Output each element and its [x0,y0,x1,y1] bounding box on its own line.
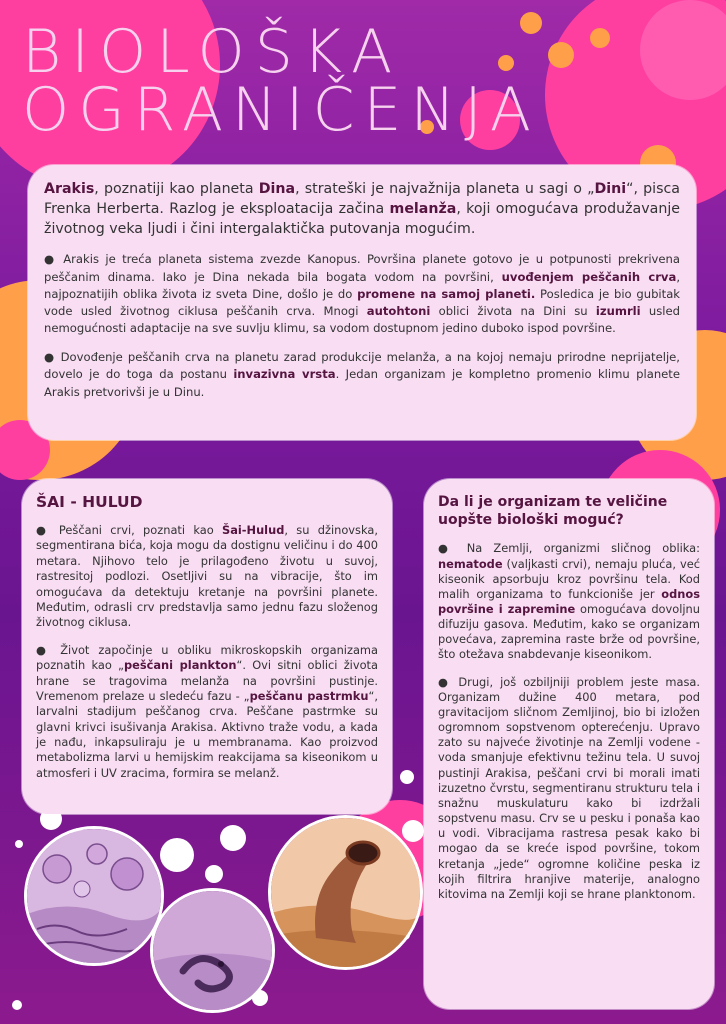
body-text: ● Na Zemlji, organizmi sličnog oblika: [438,541,700,556]
body-text: ● Peščani crvi, poznati kao [36,523,223,537]
biology-paragraph-2 [438,675,700,902]
bg-circle [548,42,574,68]
emphasis-text: nematode [438,556,503,571]
emphasis-text: Dini [594,181,627,197]
white-bubble [400,770,414,784]
white-bubble [205,865,223,883]
biology-heading: Da li je organizam te veličine uopšte biološki moguć? [438,494,668,529]
page-title-line2: OGRANIČENJA [22,75,540,145]
body-text: ● Život započinje u obliku mikroskopskih organizama poznatih kao „ [36,642,378,673]
body-text: “, larvalni stadijum peščanog crva. Peščane pastrmke su glavni krivci isušivanja Arakisa. Aktivno traže vodu, a kada je nađu, inkapsuliraju je u membranama. Kao proizvod metabolizma larvi u hemijskim reakcijama sa kiseonikom u atmosferi i UV zracima, formira se melanž. [36,688,378,780]
bg-circle [498,55,514,71]
page-title-line1: BIOLOŠKA [22,17,403,87]
intro-paragraph-1 [44,251,680,337]
body-text: “, pisca Frenka Herberta. Razlog je eksploatacija začina [44,181,680,218]
emphasis-text: melanža [389,201,457,218]
intro-lead [44,179,680,239]
body-text: omogućava dovoljnu difuziju gasova. Međutim, kako se organizam povećava, zapremina raste brže od površine, što otežava snabdevanje kiseonikom. [438,602,700,662]
body-text: , su džinovska, segmentirana bića, koja mogu da dostignu veličinu i do 400 metara. Njihovo telo je prilagođeno životu u suvoj, rastresitoj podlozi. Osetljivi su na vibracije, što im omogućava da detektuju kretanje na površini planete. Međutim, odrasli crv predstavlja samo jednu fazu složenog životnog ciklusa. [36,523,378,630]
sandworm-illustration [268,815,423,970]
body-text: ● Arakis je treća planeta sistema zvezde Kanopus. Površina planete gotovo je u potpunosti prekrivena peščanim dinama. Iako je Dina nekada bila bogata vodom na površini, [44,252,680,284]
sandtrout-illustration-drawing [153,891,272,1010]
body-text: , koji omogućava produžavanje životnog veka ljudi i čini intergalaktička putovanja mogućim. [44,201,680,238]
white-bubble [402,820,424,842]
shai-hulud-heading: ŠAI - HULUD [36,493,143,511]
white-bubble [220,825,246,851]
bg-circle [520,12,542,34]
body-text: , strateški je najvažnija planeta u sagi o „ [295,181,595,197]
emphasis-text: Dina [258,181,296,197]
emphasis-text: autohtoni [366,303,431,318]
white-bubble [12,1000,22,1010]
body-text: , poznatiji kao planeta [94,181,259,197]
emphasis-text: Arakis [44,181,95,197]
shai-hulud-panel [22,479,392,814]
emphasis-text: invazivna vrsta [233,367,336,382]
biology-paragraph-1 [438,541,700,662]
intro-paragraph-2 [44,349,680,400]
emphasis-text: izumrli [595,303,641,318]
emphasis-text: promene na samoj planeti. [357,286,536,301]
sandworm-illustration-drawing [271,818,420,967]
emphasis-text: peščanu pastrmku [249,688,369,703]
bg-circle [590,28,610,48]
body-text: (valjkasti crvi), nemaju pluća, već kiseonik apsorbuju kroz površinu tela. Kod malih organizama to funkcioniše jer [438,556,700,601]
body-text: Posledica je bio gubitak vode usled životnog ciklusa peščanih crva. Mnogi [44,286,681,318]
emphasis-text: uvođenjem peščanih crva [501,269,677,284]
body-text: usled nemogućnosti adaptacije na sve suvlju klimu, sa vodom dostupnom jedino duboko ispod površine. [44,303,680,336]
emphasis-text: odnos površine i zapremine [438,586,700,616]
shai-hulud-paragraph-1 [36,523,378,631]
plankton-illustration-drawing [27,829,161,963]
shai-hulud-paragraph-2 [36,643,378,782]
white-bubble [160,838,194,872]
white-bubble [15,840,23,848]
body-text: ● Dovođenje peščanih crva na planetu zarad produkcije melanža, a na kojoj nemaju prirodne neprijatelje, dovelo je do toga da postanu [44,350,680,382]
intro-panel [28,165,696,440]
body-text: . Jedan organizam je kompletno promenio klimu planete Arakis pretvorivši je u Dinu. [44,367,680,399]
sandtrout-illustration [150,888,275,1013]
body-text: oblici života na Dini su [430,303,596,318]
body-text: “. Ovi sitni oblici života hrane se tragovima melanža na površini pustinje. Vremenom prelaze u sledeću fazu - „ [36,658,378,703]
body-text: ● Drugi, još ozbiljniji problem jeste masa. Organizam dužine 400 metara, pod gravitacijom sličnom Zemljinoj, bio bi izložen ogromnom sopstvenom opterećenju. Upravo zato su najveće životinje na Zemlji vodene - voda smanjuje efektivnu težinu tela. U suvoj pustinji Arakisa, peščani crvi bi morali imati izuzetno čvrstu, segmentiranu strukturu tela i snažnu muskulaturu kako bi izdržali sopstvenu masu. Crv se u pesku i ponaša kao u vodi. Vibracijama rastresa pesak kako bi mogao da se kreće ispod površine, tokom kretanja „jede“ ogromne količine peska iz kojih filtrira hranjive materije, analogno kitovima na Zemlji koji se hrane planktonom. [438,674,700,901]
emphasis-text: Šai-Hulud [222,523,285,537]
plankton-illustration [24,826,164,966]
emphasis-text: peščani plankton [123,658,237,673]
biology-panel [424,479,714,1009]
body-text: , najpoznatijih oblika života iz sveta Dine, došlo je do [44,269,680,301]
